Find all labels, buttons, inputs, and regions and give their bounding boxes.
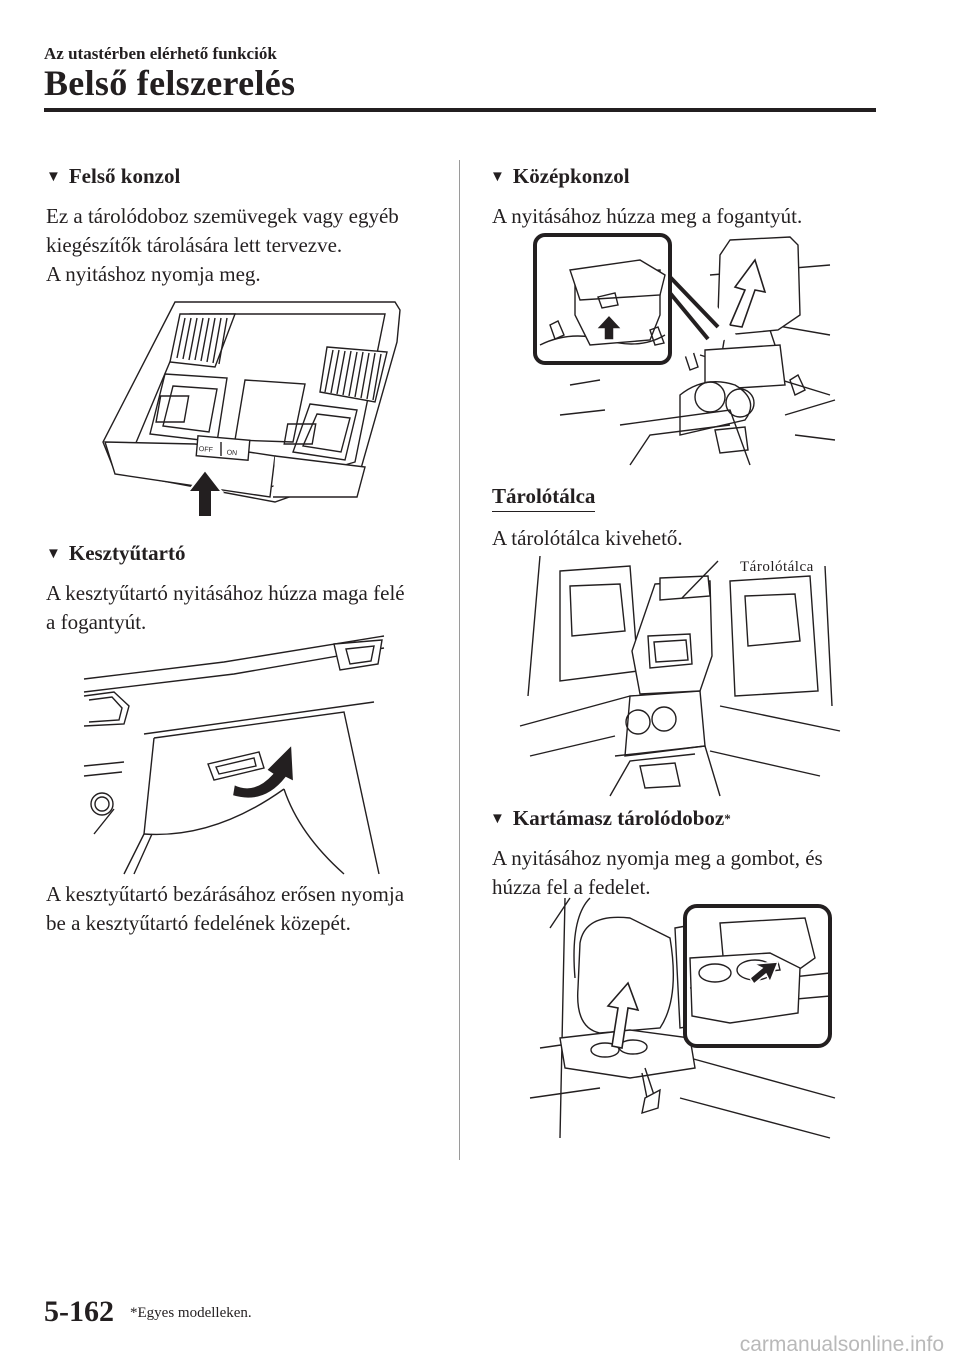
triangle-bullet-icon: ▼	[46, 546, 61, 562]
column-divider	[459, 160, 460, 1160]
text-line: A nyitásához húzza meg a fogantyút.	[492, 204, 803, 228]
footnote: *Egyes modelleken.	[130, 1305, 252, 1321]
armrest-illustration	[530, 898, 835, 1138]
switch-on-label: ON	[226, 449, 238, 458]
text-line: A kesztyűtartó bezárásához erősen nyomja	[46, 882, 405, 906]
center-console-illustration	[530, 235, 835, 465]
glovebox-handle[interactable]	[208, 752, 264, 780]
optional-asterisk: *	[724, 810, 731, 826]
triangle-bullet-icon: ▼	[46, 169, 61, 185]
text-line: be a kesztyűtartó fedelének közepét.	[46, 911, 351, 935]
text-line: a fogantyút.	[46, 610, 147, 634]
right-seat-back	[730, 576, 818, 696]
armrest-heading-text: Kartámasz tárolódoboz	[512, 806, 725, 830]
triangle-bullet-icon: ▼	[490, 169, 505, 185]
text-line: A kesztyűtartó nyitásához húzza maga felé	[46, 581, 405, 605]
glovebox-heading-text: Kesztyűtartó	[68, 541, 186, 565]
overhead-console-illustration	[95, 292, 425, 522]
vent-grille-right	[320, 347, 387, 402]
page-number: 5-162	[44, 1295, 114, 1328]
glovebox-text	[46, 579, 405, 637]
page-title: Belső felszerelés	[44, 63, 296, 103]
watermark-text: carmanualsonline.info	[739, 1333, 944, 1356]
overhead-console-heading-text: Felső konzol	[68, 164, 181, 188]
tray-subheading: Tárolótálca	[492, 484, 595, 512]
overhead-console-text	[46, 202, 399, 289]
tray-text: A tárolótálca kivehető.	[492, 526, 683, 550]
text-line: A nyitásához nyomja meg a gombot, és	[492, 846, 823, 870]
text-line: A nyitáshoz nyomja meg.	[46, 262, 261, 286]
center-console-heading	[490, 164, 630, 189]
text-line: húzza fel a fedelet.	[492, 875, 651, 899]
console-detail-inset	[535, 235, 736, 363]
open-console-lid	[660, 576, 710, 600]
center-console-heading-text: Középkonzol	[512, 164, 630, 188]
storage-tray-illustration	[520, 556, 840, 796]
switch-off-label: OFF	[198, 445, 214, 455]
armrest-text	[492, 844, 823, 902]
armrest-heading	[490, 806, 731, 831]
overhead-console-heading	[46, 164, 180, 189]
tray-figure-label: Tárolótálca	[740, 559, 814, 575]
center-console-text	[492, 202, 802, 231]
text-line: Ez a tárolódoboz szemüvegek vagy egyéb	[46, 204, 399, 228]
title-rule	[44, 108, 876, 112]
text-line: kiegészítők tárolására lett tervezve.	[46, 233, 343, 257]
glovebox-heading	[46, 541, 186, 566]
side-vent	[334, 640, 382, 670]
section-kicker: Az utastérben elérhető funkciók	[44, 44, 277, 63]
armrest-detail-inset	[685, 906, 830, 1046]
triangle-bullet-icon: ▼	[490, 811, 505, 827]
glovebox-close-text	[46, 880, 404, 938]
glovebox-illustration	[84, 634, 384, 874]
